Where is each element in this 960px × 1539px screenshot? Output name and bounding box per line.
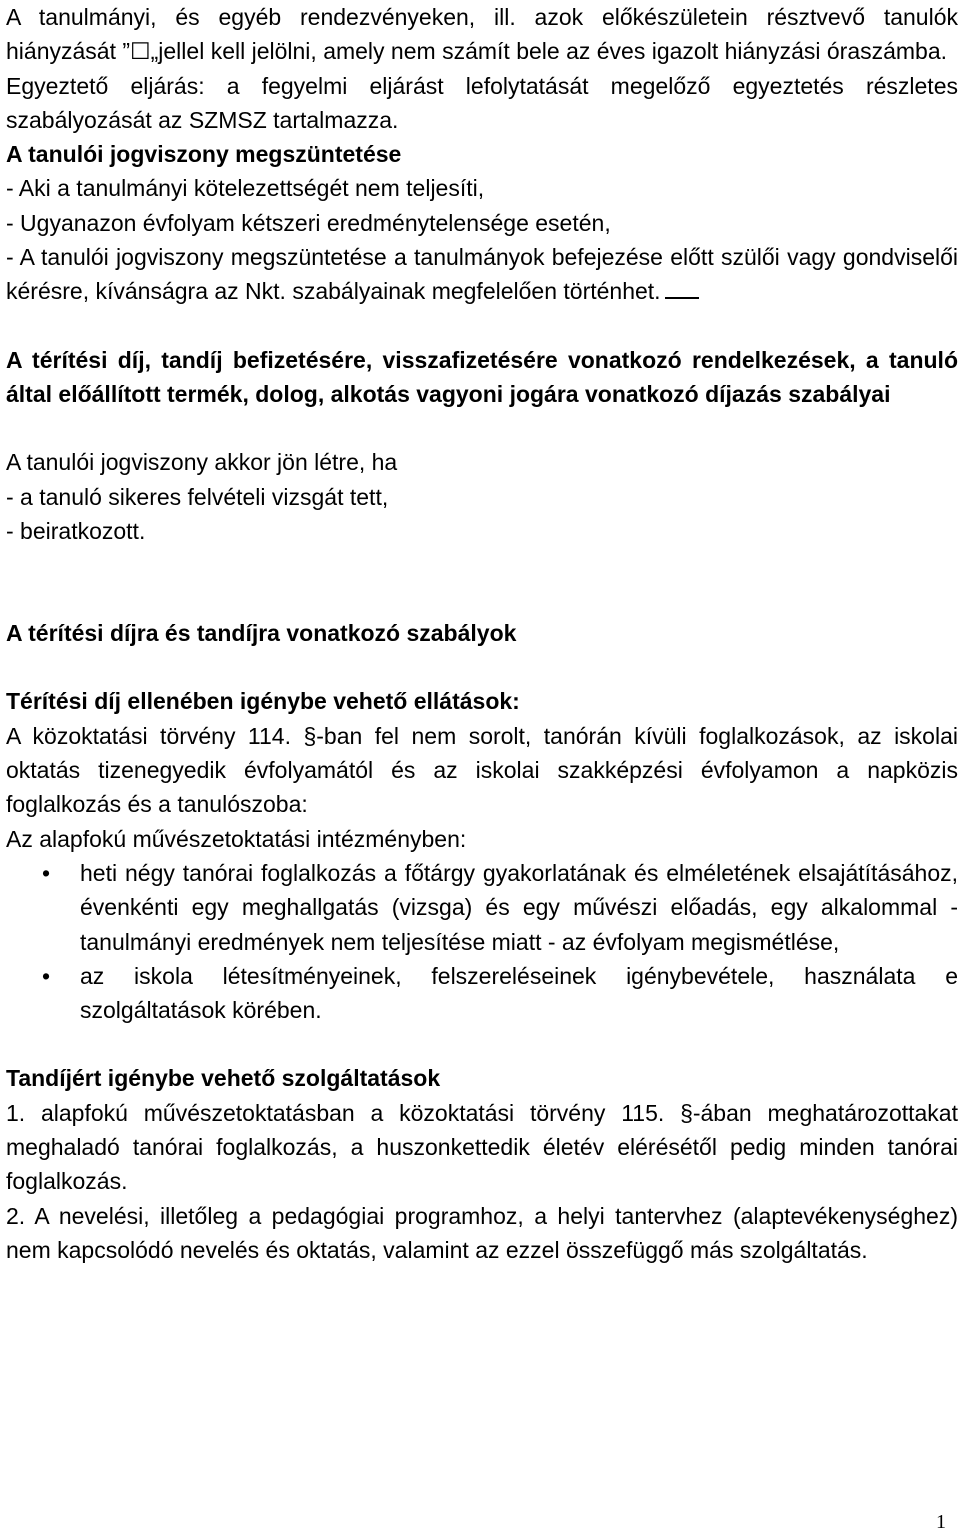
document-page <box>6 0 958 1267</box>
list-line-3-text: - A tanulói jogviszony megszüntetése a tanulmányok befejezése előtt szülői vagy gondviselői kérésre, kívánságra az Nkt. szabályainak megfelelően történhet. <box>6 244 958 305</box>
heading-teritesi-ellatasok: Térítési díj ellenében igénybe vehető ellátások: <box>6 688 520 715</box>
bullet-dot-icon: • <box>42 859 51 886</box>
bullet-list <box>6 856 958 1027</box>
bullet-item-2 <box>6 959 958 1028</box>
list-beiratkozott: - beiratkozott. <box>6 517 146 544</box>
paragraph-intro: A tanulmányi, és egyéb rendezvényeken, ill. azok előkészületein résztvevő tanulók hiányzását ”☐„jellel kell jelölni, amely nem számít bele az éves igazolt hiányzási óraszámba. <box>6 4 958 65</box>
bullet-dot-icon: • <box>42 962 51 989</box>
list-line-1: - Aki a tanulmányi kötelezettségét nem teljesíti, <box>6 175 485 202</box>
heading-szabalyok: A térítési díjra és tandíjra vonatkozó szabályok <box>6 620 517 647</box>
heading-jogviszony-megszuntetese: A tanulói jogviszony megszüntetése <box>6 141 402 168</box>
paragraph-tandij-1: 1. alapfokú művészetoktatásban a közoktatási törvény 115. §-ában meghatározottakat meghaladó tanórai foglalkozás, a huszonkettedik életév elérésétől pedig minden tanórai foglalkozás. <box>6 1099 958 1195</box>
page-number: 1 <box>936 1511 946 1533</box>
paragraph-alapfoku: Az alapfokú művészetoktatási intézményben: <box>6 825 467 852</box>
blank-underline <box>665 275 699 299</box>
list-line-2: - Ugyanazon évfolyam kétszeri eredménytelensége esetén, <box>6 209 611 236</box>
bullet-text-1: heti négy tanórai foglalkozás a főtárgy gyakorlatának és elméletének elsajátításához, évenkénti egy meghallgatás (vizsga) és egy művészi előadás, egy alkalommal - tanulmányi eredmények nem teljesítése miatt - az évfolyam megismétlése, <box>80 859 958 955</box>
paragraph-tandij-2: 2. A nevelési, illetőleg a pedagógiai programhoz, a helyi tantervhez (alaptevékenységhez) nem kapcsolódó nevelés és oktatás, valamint az ezzel összefüggő más szolgáltatás. <box>6 1202 958 1263</box>
bullet-item-1 <box>6 856 958 959</box>
paragraph-egyezteto: Egyeztető eljárás: a fegyelmi eljárást lefolytatását megelőző egyeztetés részletes szabályozását az SZMSZ tartalmazza. <box>6 72 958 133</box>
heading-teritesi-rendelkezesek: A térítési díj, tandíj befizetésére, visszafizetésére vonatkozó rendelkezések, a tanuló által előállított termék, dolog, alkotás vagyoni jogára vonatkozó díjazás szabályai <box>6 346 958 407</box>
list-felveteli: - a tanuló sikeres felvételi vizsgát tett, <box>6 483 389 510</box>
list-line-3 <box>6 240 958 309</box>
paragraph-jogviszony-letre: A tanulói jogviszony akkor jön létre, ha <box>6 449 398 476</box>
paragraph-114: A közoktatási törvény 114. §-ban fel nem sorolt, tanórán kívüli foglalkozások, az iskolai oktatás tizenegyedik évfolyamától és az iskolai szakképzési évfolyamon a napközis foglalkozás és a tanulószoba: <box>6 722 958 818</box>
bullet-text-2: az iskola létesítményeinek, felszereléseinek igénybevétele, használata e szolgáltatások körében. <box>80 962 958 1024</box>
heading-tandij: Tandíjért igénybe vehető szolgáltatások <box>6 1065 441 1092</box>
